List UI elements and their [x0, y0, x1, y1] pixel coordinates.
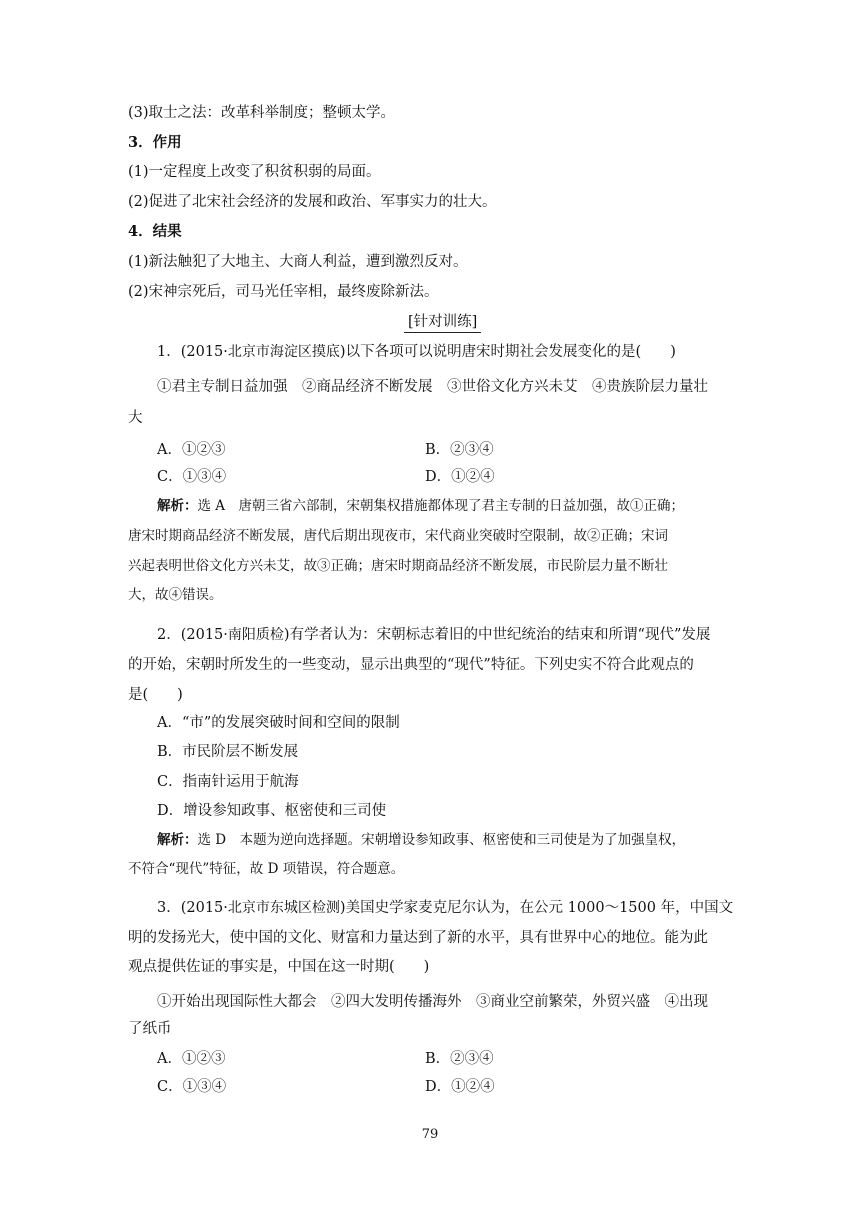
- analysis-label: 解析：: [157, 832, 198, 848]
- question-2-option-a: A．“市”的发展突破时间和空间的限制: [157, 715, 400, 731]
- question-text: )以下各项可以说明唐宋时期社会发展变化的是( ): [339, 344, 676, 360]
- question-3-stem-line: 明的发扬光大，使中国的文化、财富和力量达到了新的水平，具有世界中心的地位。能为此: [128, 930, 708, 946]
- question-2-analysis: [157, 830, 685, 850]
- question-2-option-c: C．指南针运用于航海: [157, 774, 299, 790]
- question-source: 南阳质检: [227, 627, 284, 643]
- reform-item-3: (3)取士之法：改革科举制度；整顿太学。: [128, 105, 396, 121]
- question-text: )有学者认为：宋朝标志着旧的中世纪统治的结束和所谓“现代”发展: [283, 627, 711, 643]
- heading-effect: 3．作用: [128, 134, 182, 151]
- question-3-items: ①开始出现国际性大都会 ②四大发明传播海外 ③商业空前繁荣，外贸兴盛 ④出现: [157, 994, 708, 1010]
- question-2-stem-line: 是( ): [128, 687, 183, 703]
- question-2-stem: [157, 625, 710, 645]
- training-header: [针对训练]: [404, 312, 481, 333]
- effect-item-2: (2)促进了北宋社会经济的发展和政治、军事实力的壮大。: [128, 194, 497, 210]
- question-2-option-d: D．增设参知政事、枢密使和三司使: [157, 803, 387, 819]
- question-3-option-a: A．①②③: [157, 1051, 226, 1067]
- result-item-1: (1)新法触犯了大地主、大商人利益，遭到激烈反对。: [128, 254, 468, 270]
- heading-result: 4．结果: [128, 223, 182, 240]
- analysis-text: 选 D 本题为逆向选择题。宋朝增设参知政事、枢密使和三司使是为了加强皇权，: [197, 832, 686, 848]
- question-1-items: ①君主专制日益加强 ②商品经济不断发展 ③世俗文化方兴未艾 ④贵族阶层力量壮: [157, 379, 708, 395]
- question-source: 北京市海淀区摸底: [227, 344, 340, 360]
- question-3-option-d: D．①②④: [425, 1079, 495, 1095]
- question-1-option-d: D．①②④: [425, 469, 495, 485]
- question-1-analysis-line: 兴起表明世俗文化方兴未艾，故③正确；唐宋时期商品经济不断发展，市民阶层力量不断壮: [128, 558, 668, 574]
- question-1-option-a: A．①②③: [157, 442, 226, 458]
- question-2-option-b: B．市民阶层不断发展: [157, 744, 299, 760]
- question-number: 2．(2015·: [157, 627, 228, 643]
- question-1-option-b: B．②③④: [425, 442, 494, 458]
- question-3-stem: [157, 898, 733, 918]
- question-1-items-cont: 大: [128, 410, 143, 426]
- page-number: 79: [421, 1127, 439, 1142]
- question-1-analysis-line: 大，故④错误。: [128, 587, 223, 603]
- question-number: 3．(2015·: [157, 900, 228, 916]
- question-3-option-c: C．①③④: [157, 1079, 227, 1095]
- question-1-analysis-line: 唐宋时期商品经济不断发展，唐代后期出现夜市，宋代商业突破时空限制，故②正确；宋词: [128, 528, 668, 544]
- question-source: 北京市东城区检测: [227, 900, 340, 916]
- question-3-option-b: B．②③④: [425, 1051, 494, 1067]
- analysis-label: 解析：: [157, 498, 198, 514]
- question-1-option-c: C．①③④: [157, 469, 227, 485]
- question-text: )美国史学家麦克尼尔认为，在公元 1000～1500 年，中国文: [339, 900, 734, 916]
- result-item-2: (2)宋神宗死后，司马光任宰相，最终废除新法。: [128, 284, 439, 300]
- question-3-items-cont: 了纸币: [128, 1021, 172, 1037]
- question-1-stem: [157, 342, 676, 362]
- question-2-stem-line: 的开始，宋朝时所发生的一些变动，显示出典型的“现代”特征。下列史实不符合此观点的: [128, 657, 694, 673]
- analysis-text: 选 A 唐朝三省六部制，宋朝集权措施都体现了君主专制的日益加强，故①正确；: [197, 498, 685, 514]
- question-number: 1．(2015·: [157, 344, 228, 360]
- question-1-analysis: [157, 496, 684, 516]
- question-2-analysis-line: 不符合“现代”特征，故 D 项错误，符合题意。: [128, 861, 405, 877]
- question-3-stem-line: 观点提供佐证的事实是，中国在这一时期( ): [128, 959, 430, 975]
- effect-item-1: (1)一定程度上改变了积贫积弱的局面。: [128, 164, 381, 180]
